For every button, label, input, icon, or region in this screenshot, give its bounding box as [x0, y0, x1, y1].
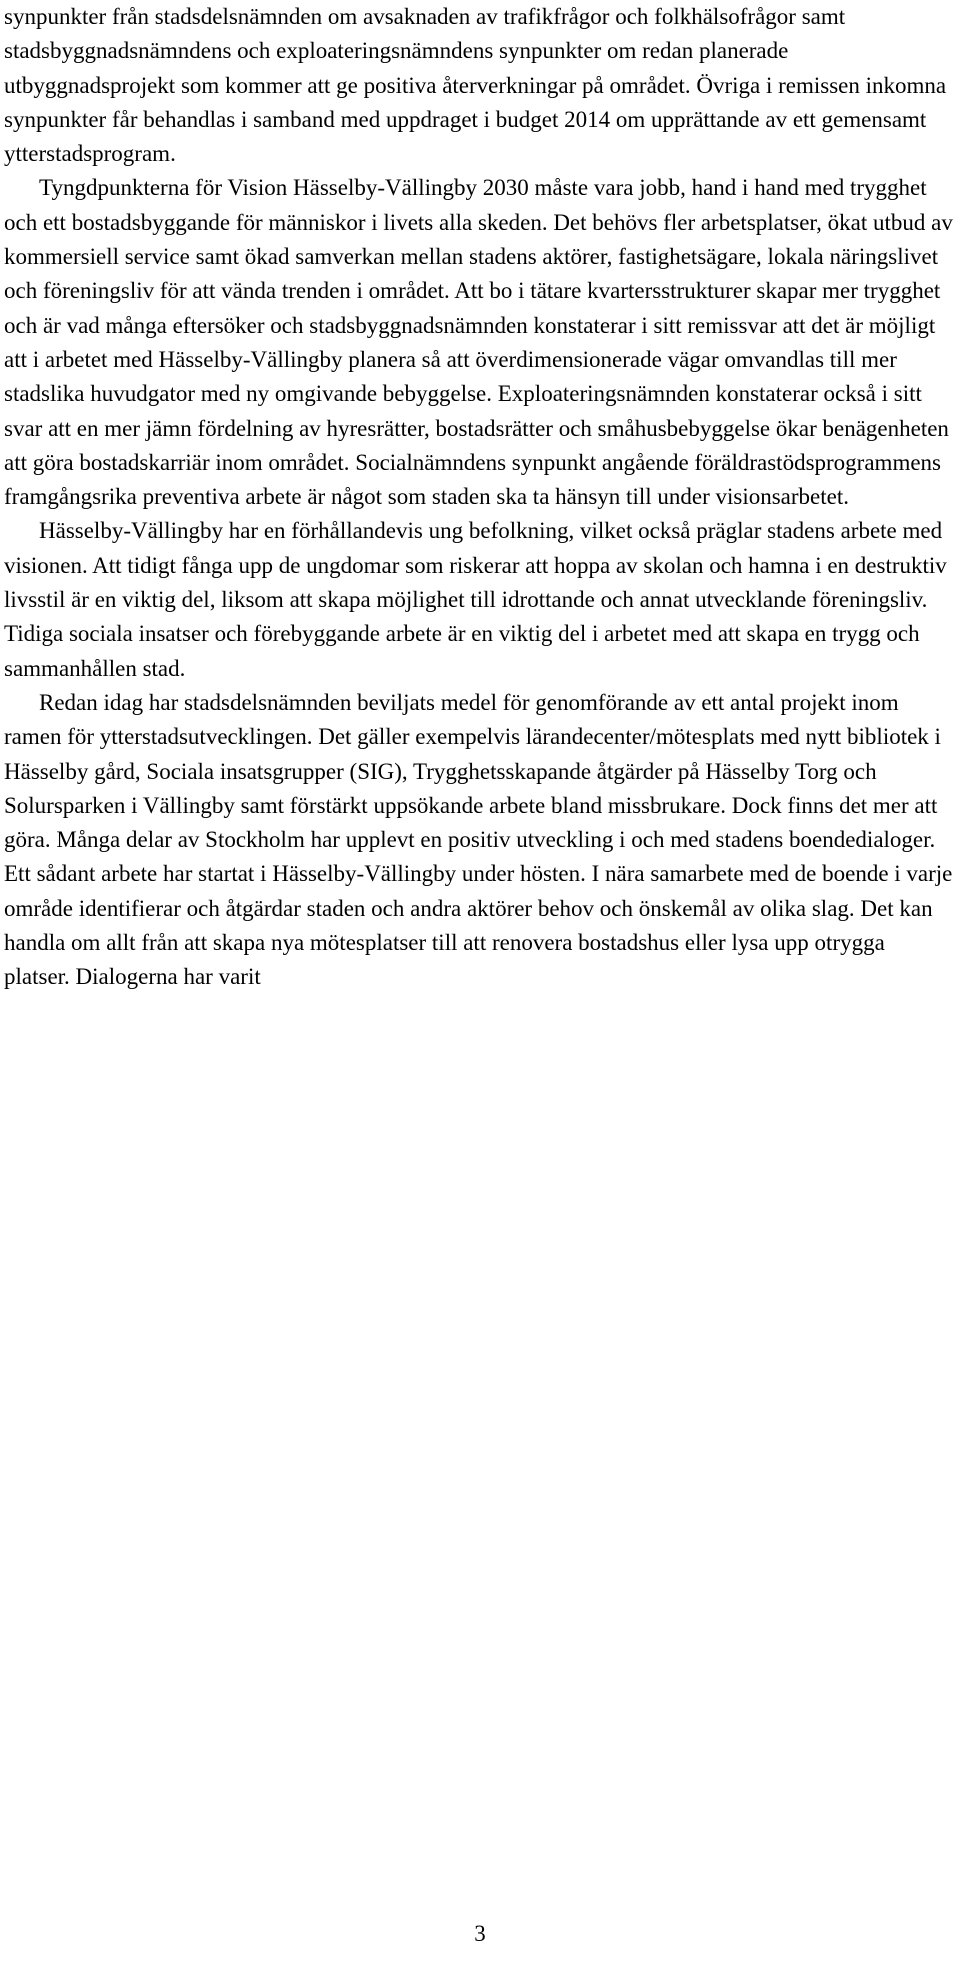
- document-body: [4, 0, 956, 995]
- paragraph-3: Hässelby-Vällingby har en förhållandevis ung befolkning, vilket också präglar stadens arbete med visionen. Att tidigt fånga upp de ungdomar som riskerar att hoppa av skolan och hamna i en destruktiv livsstil är en viktig del, liksom att skapa möjlighet till idrottande och annat utvecklande föreningsliv. Tidiga sociala insatser och förebyggande arbete är en viktig del i arbetet med att skapa en trygg och sammanhållen stad.: [4, 518, 947, 681]
- page-number: 3: [474, 1921, 486, 1946]
- paragraph-2: Tyngdpunkterna för Vision Hässelby-Vällingby 2030 måste vara jobb, hand i hand med trygghet och ett bostadsbyggande för människor i livets alla skeden. Det behövs fler arbetsplatser, ökat utbud av kommersiell service samt ökad samverkan mellan stadens aktörer, fastighetsägare, lokala näringslivet och föreningsliv för att vända trenden i området. Att bo i tätare kvartersstrukturer skapar mer trygghet och är vad många eftersöker och stadsbyggnadsnämnden konstaterar i sitt remissvar att det är möjligt att i arbetet med Hässelby-Vällingby planera så att överdimensionerade vägar omvandlas till mer stadslika huvudgator med ny omgivande bebyggelse. Exploateringsnämnden konstaterar också i sitt svar att en mer jämn fördelning av hyresrätter, bostadsrätter och småhusbebyggelse ökar benägenheten att göra bostadskarriär inom området. Socialnämndens synpunkt angående föräldrastödsprogrammens framgångsrika preventiva arbete är något som staden ska ta hänsyn till under visionsarbetet.: [4, 175, 953, 510]
- paragraph-4: Redan idag har stadsdelsnämnden beviljats medel för genomförande av ett antal projekt inom ramen för ytterstadsutvecklingen. Det gäller exempelvis lärandecenter/mötesplats med nytt bibliotek i Hässelby gård, Sociala insatsgrupper (SIG), Trygghetsskapande åtgärder på Hässelby Torg och Solursparken i Vällingby samt förstärkt uppsökande arbete bland missbrukare. Dock finns det mer att göra. Många delar av Stockholm har upplevt en positiv utveckling i och med stadens boendedialoger. Ett sådant arbete har startat i Hässelby-Vällingby under hösten. I nära samarbete med de boende i varje område identifierar och åtgärdar staden och andra aktörer behov och önskemål av olika slag. Det kan handla om allt från att skapa nya mötesplatser till att renovera bostadshus eller lysa upp otrygga platser. Dialogerna har varit: [4, 689, 953, 990]
- paragraph-1: synpunkter från stadsdelsnämnden om avsaknaden av trafikfrågor och folkhälsofrågor samt stadsbyggnadsnämndens och exploateringsnämndens synpunkter om redan planerade utbyggnadsprojekt som kommer att ge positiva återverkningar på området. Övriga i remissen inkomna synpunkter får behandlas i samband med uppdraget i budget 2014 om upprättande av ett gemensamt ytterstadsprogram.: [4, 4, 947, 167]
